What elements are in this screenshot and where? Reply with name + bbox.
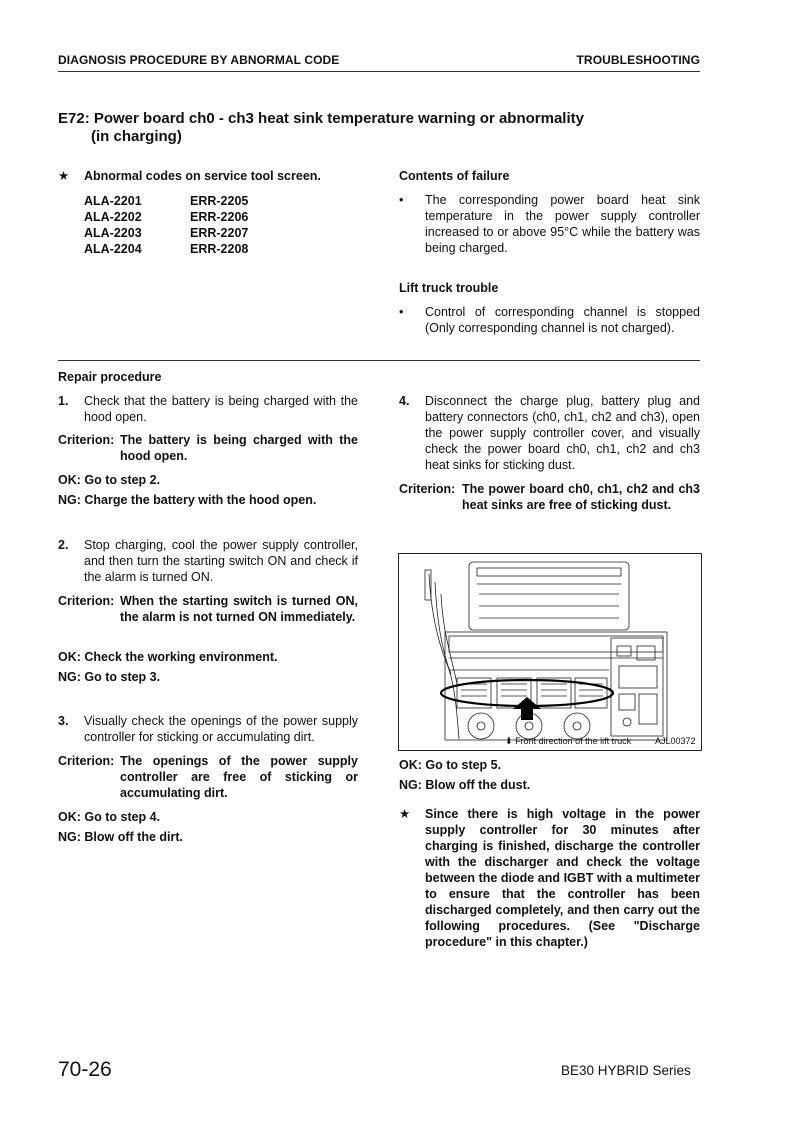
abnormal-codes-heading-text: Abnormal codes on service tool screen. [84, 169, 321, 183]
step-4-criterion [399, 481, 700, 513]
failure-item [399, 192, 700, 256]
step-2-criterion [58, 593, 358, 625]
step-3-criterion [58, 753, 358, 801]
criterion-text: The power board ch0, ch1, ch2 and ch3 heat sinks are free of sticking dust. [462, 482, 700, 512]
bullet-icon: • [399, 305, 404, 319]
controller-illustration [398, 553, 702, 751]
page-title-line1: E72: Power board ch0 - ch3 heat sink temperature warning or abnormality [58, 110, 584, 127]
criterion-label: Criterion: [58, 754, 115, 768]
figure-caption-text: Front direction of the lift truck [515, 736, 632, 746]
page-number: 70-26 [58, 1058, 112, 1081]
high-voltage-note [399, 806, 700, 950]
criterion-text: When the starting switch is turned ON, the alarm is not turned ON immediately. [120, 594, 358, 624]
code-row [84, 225, 248, 241]
code-cell: ERR-2207 [190, 226, 249, 240]
step-3-ok: OK: Go to step 4. [58, 810, 161, 824]
high-voltage-note-text: Since there is high voltage in the power supply controller for 30 minutes after charging is finished, discharge the controller with the discharger and check the voltage between the diode and IGBT with a multimeter to ensure that the controller has been discharged completely, and then carry out the following procedures. (See "Discharge procedure" in this chapter.) [425, 807, 700, 949]
step-4-ok: OK: Go to step 5. [399, 758, 502, 772]
code-cell: ALA-2203 [84, 226, 142, 240]
step-2-ok: OK: Check the working environment. [58, 650, 278, 664]
code-cell: ERR-2205 [190, 194, 249, 208]
repair-step-3 [58, 713, 358, 745]
code-row [84, 241, 248, 257]
criterion-text: The battery is being charged with the hood open. [120, 433, 358, 463]
trouble-item [399, 304, 700, 336]
star-icon: ★ [58, 169, 70, 183]
step-1-criterion [58, 432, 358, 464]
header-chapter-title: TROUBLESHOOTING [576, 53, 700, 67]
criterion-label: Criterion: [58, 594, 115, 608]
step-3-ng: NG: Blow off the dirt. [58, 830, 183, 844]
header-rule [58, 71, 700, 72]
step-2-ng: NG: Go to step 3. [58, 670, 161, 684]
repair-step-2 [58, 537, 358, 585]
figure-code: AJL00372 [655, 736, 696, 746]
step-text: Check that the battery is being charged with the hood open. [84, 394, 358, 424]
trouble-text: Control of corresponding channel is stopped (Only corresponding channel is not charged). [425, 305, 700, 335]
abnormal-codes-table [84, 193, 248, 257]
controller-drawing [399, 554, 701, 750]
code-cell: ERR-2206 [190, 210, 249, 224]
code-cell: ERR-2208 [190, 242, 249, 256]
step-number: 2. [58, 538, 69, 552]
step-number: 4. [399, 394, 410, 408]
step-number: 1. [58, 394, 69, 408]
step-text: Visually check the openings of the power supply controller for sticking or accumulating dirt. [84, 714, 358, 744]
criterion-label: Criterion: [58, 433, 115, 447]
down-arrow-icon: ⬇ [505, 736, 513, 746]
page-title [58, 110, 584, 146]
repair-heading: Repair procedure [58, 370, 162, 384]
step-text: Disconnect the charge plug, battery plug and battery connectors (ch0, ch1, ch2 and ch3), open the power supply controller cover, and visually check the power board ch0, ch1, ch2 and ch3 heat sinks for sticking dust. [425, 394, 700, 472]
series-name: BE30 HYBRID Series [561, 1063, 691, 1078]
trouble-heading: Lift truck trouble [399, 281, 499, 295]
page-title-line2: (in charging) [91, 128, 182, 145]
failure-heading: Contents of failure [399, 169, 510, 183]
failure-text: The corresponding power board heat sink temperature in the power supply controller increased to or above 95°C while the battery was being charged. [425, 193, 700, 255]
header-section-title: DIAGNOSIS PROCEDURE BY ABNORMAL CODE [58, 53, 340, 67]
abnormal-codes-heading [58, 168, 368, 184]
criterion-label: Criterion: [399, 482, 456, 496]
step-1-ok: OK: Go to step 2. [58, 473, 161, 487]
star-icon: ★ [399, 807, 411, 821]
code-cell: ALA-2204 [84, 242, 142, 256]
code-row [84, 193, 248, 209]
repair-step-1 [58, 393, 358, 425]
bullet-icon: • [399, 193, 404, 207]
step-text: Stop charging, cool the power supply controller, and then turn the starting switch ON and check if the alarm is turned ON. [84, 538, 358, 584]
code-cell: ALA-2201 [84, 194, 142, 208]
figure-caption [505, 736, 631, 747]
repair-step-4 [399, 393, 700, 473]
step-number: 3. [58, 714, 69, 728]
step-1-ng: NG: Charge the battery with the hood open. [58, 493, 317, 507]
section-divider [58, 360, 700, 361]
code-row [84, 209, 248, 225]
step-4-ng: NG: Blow off the dust. [399, 778, 531, 792]
criterion-text: The openings of the power supply controller are free of sticking or accumulating dirt. [120, 754, 358, 800]
code-cell: ALA-2202 [84, 210, 142, 224]
